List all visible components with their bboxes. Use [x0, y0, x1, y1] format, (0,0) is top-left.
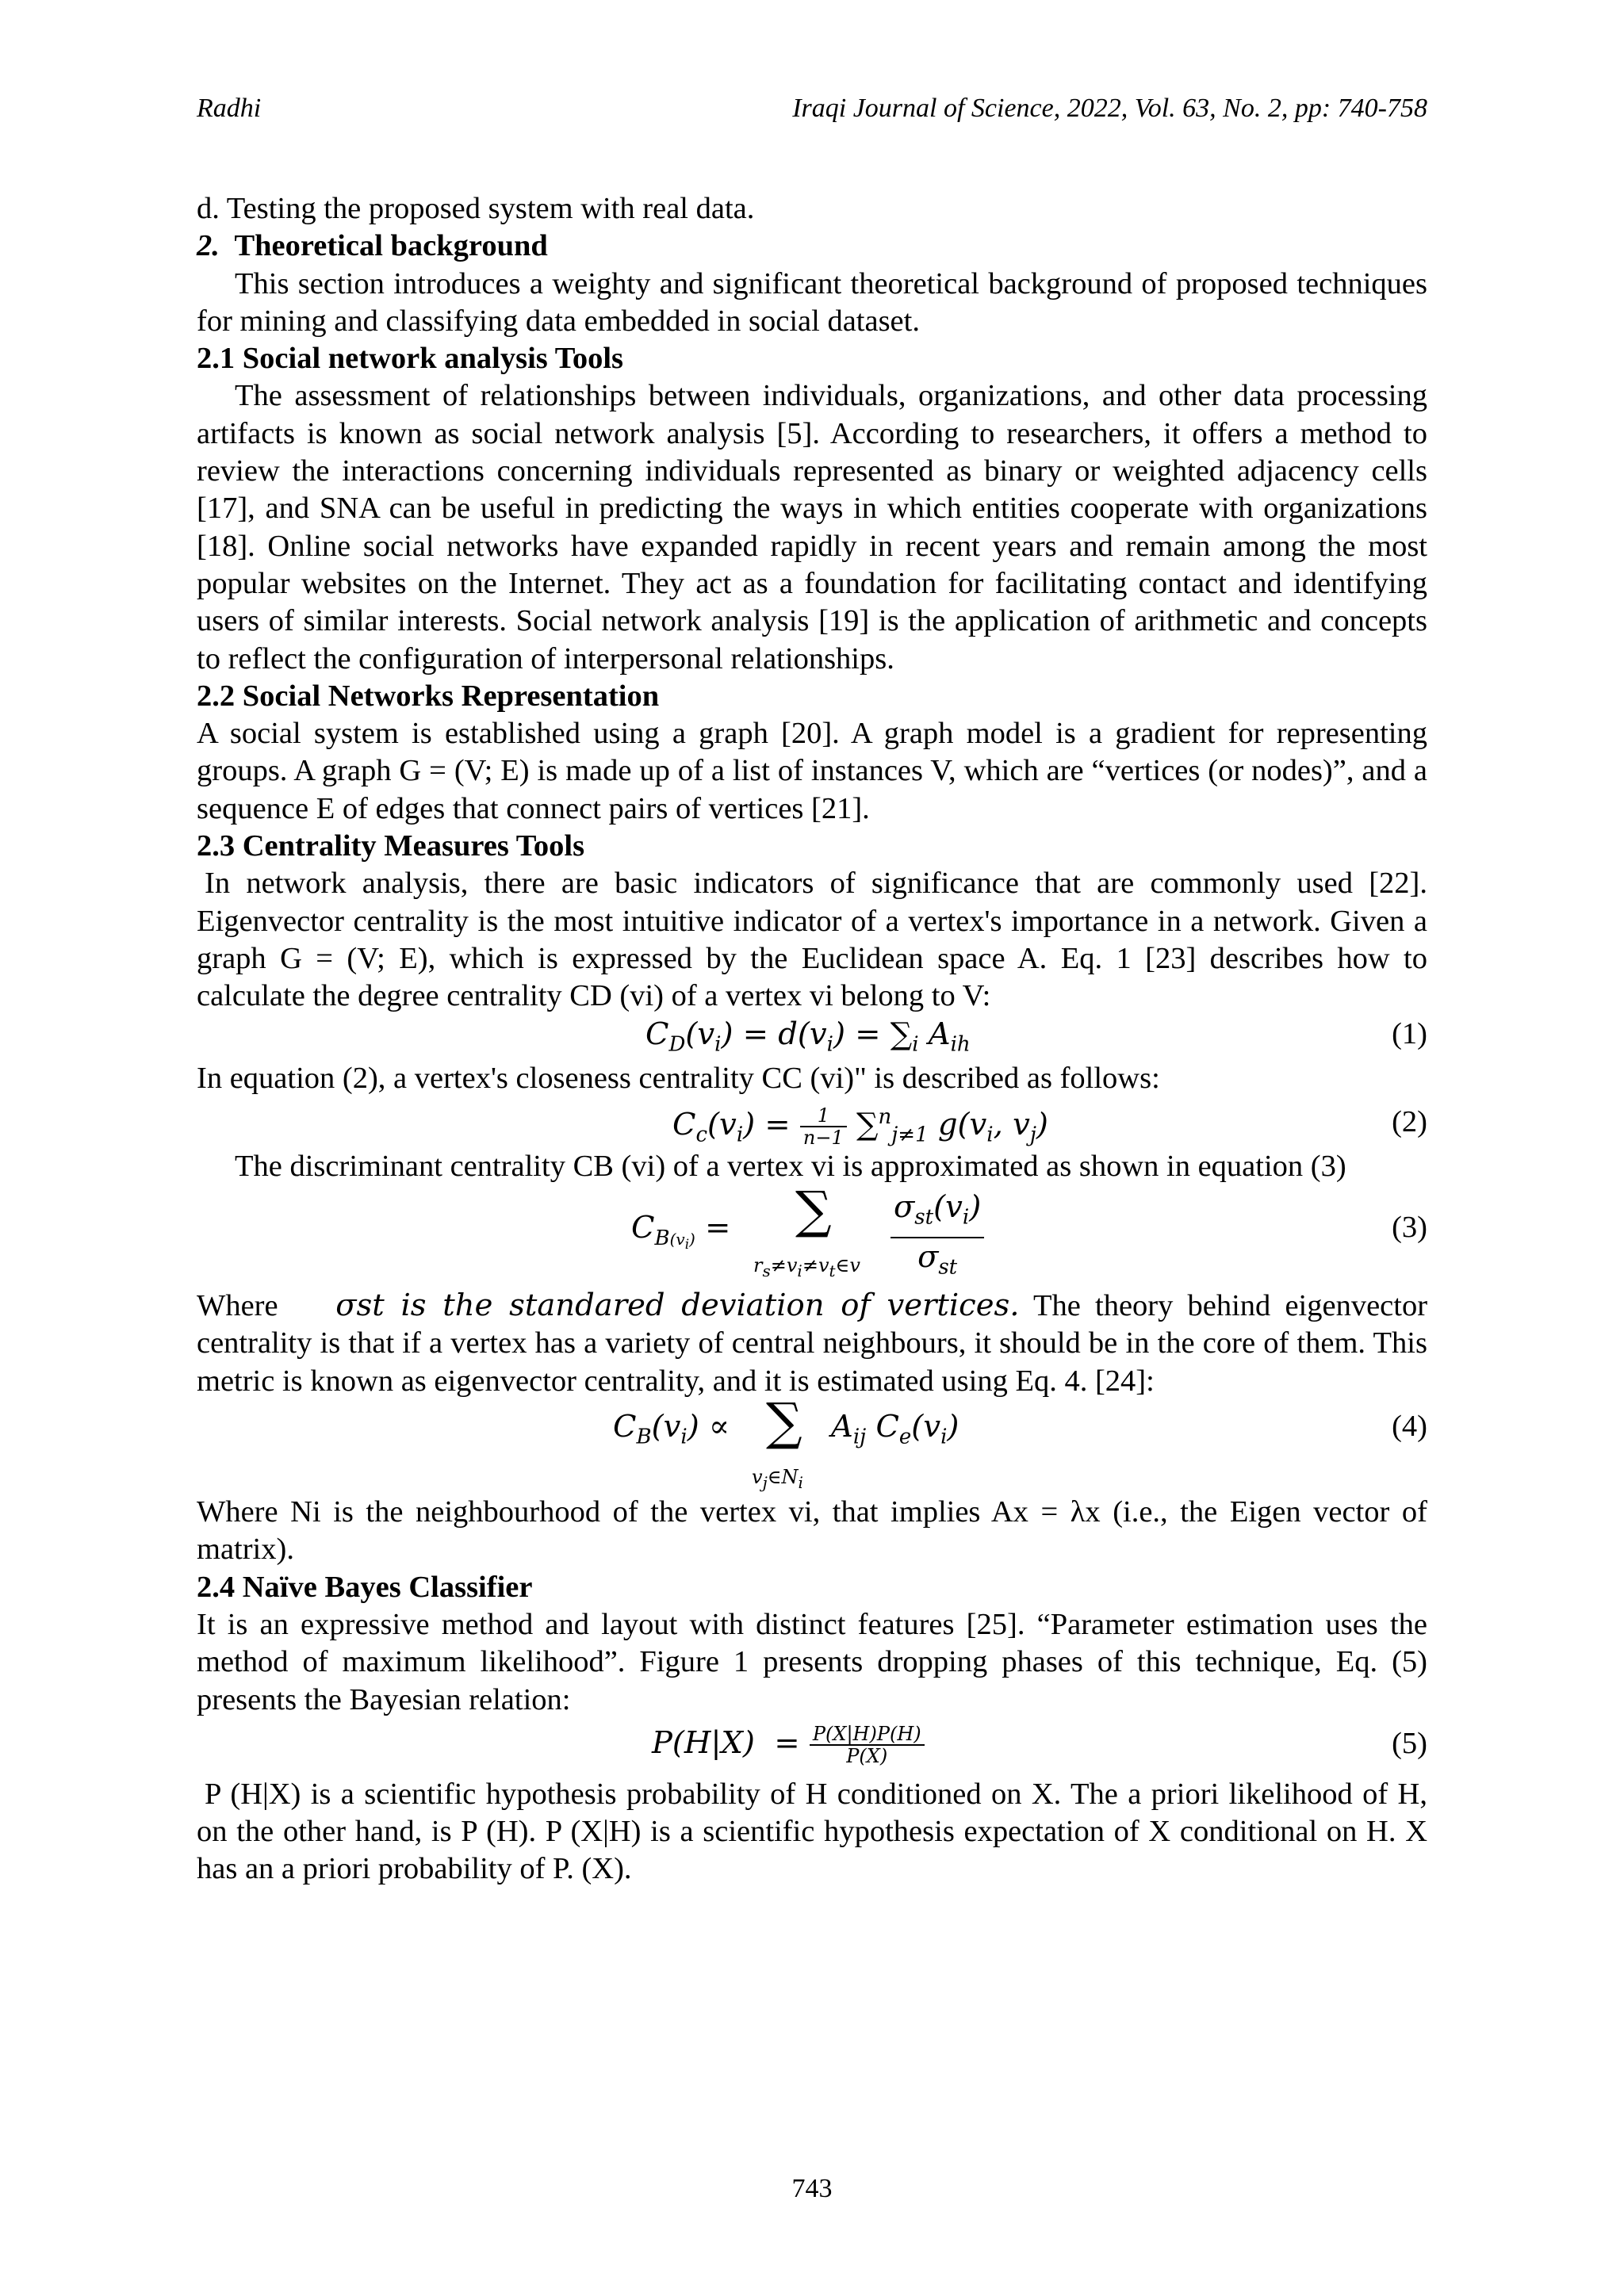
section-2-3-paragraph-1: In network analysis, there are basic indicators of significance that are commonly used [22]. Eigenvector centrality is the most intuitive indicator of a vertex's importance in a network. Given a graph G = (V; E), which is expressed by the Euclidean space A. Eq. 1 [23] describes how to calculate the degree centrality CD (vi) of a vertex vi belong to V: — [197, 867, 1427, 1013]
where-math: σst is the standared deviation of vertices. — [335, 1288, 1020, 1324]
section-2-3-paragraph-3: The discriminant centrality CB (vi) of a vertex vi is approximated as shown in equation (3) — [235, 1149, 1346, 1183]
equation-5-expression: P(H|X) = $\frac{P(X|H)P(H)}{P(X)}$ — [652, 1724, 925, 1766]
header-author: Radhi — [197, 94, 262, 123]
equation-4-lhs: $C_B(v_i)$ ∝ — [613, 1409, 730, 1449]
equation-1 — [197, 1016, 1427, 1060]
section-2-paragraph: This section introduces a weighty and significant theoretical background of proposed techniques for mining and classifying data embedded in social dataset. — [197, 266, 1427, 338]
list-item-d: d. Testing the proposed system with real data. — [197, 192, 755, 225]
equation-2-number: (2) — [1392, 1104, 1427, 1138]
equation-3-number: (3) — [1392, 1211, 1427, 1245]
section-2-heading — [197, 228, 1427, 265]
equation-4-number: (4) — [1392, 1410, 1427, 1444]
equation-1-number: (1) — [1392, 1016, 1427, 1050]
section-2-4-paragraph-1: It is an expressive method and layout with distinct features [25]. “Parameter estimation uses the method of maximum likelihood”. Figure 1 presents dropping phases of this technique, Eq. (5) presents the Bayesian relation: — [197, 1607, 1427, 1716]
page-body — [197, 190, 1427, 1888]
equation-5-number: (5) — [1392, 1726, 1427, 1760]
section-2-number: 2. — [197, 229, 220, 263]
where-label: Where — [197, 1289, 278, 1323]
equation-1-expression: $C_D(v_i) = d(v_i) = \sum_i$ $A_{ih}$ — [645, 1016, 971, 1057]
eigenvector-text: The theory behind eigenvector centrality is that if a vertex has a variety of central neighbours, it should be in the core of them. This metric is known as eigenvector centrality, and it is estimated using Eq. 4. [24]: — [197, 1289, 1428, 1398]
section-2-3-paragraph-5: Where Ni is the neighbourhood of the vertex vi, that implies Ax = λx (i.e., the Eigen vector of matrix). — [197, 1495, 1427, 1567]
section-2-3-paragraph-2: In equation (2), a vertex's closeness centrality CC (vi)" is described as follows: — [197, 1061, 1160, 1095]
header-journal: Iraqi Journal of Science, 2022, Vol. 63, No. 2, pp: 740-758 — [792, 94, 1427, 123]
equation-3-lhs: $C_{B(v_i)}$ = — [631, 1210, 731, 1252]
section-2-2-heading: 2.2 Social Networks Representation — [197, 679, 660, 713]
running-header — [197, 94, 1427, 133]
section-2-3-paragraph-4 — [197, 1287, 1427, 1400]
equation-2 — [197, 1097, 1427, 1148]
equation-4 — [197, 1393, 1427, 1494]
section-2-1-heading: 2.1 Social network analysis Tools — [197, 342, 624, 376]
section-2-title: Theoretical background — [234, 229, 548, 263]
equation-3-sum-sign: ∑ — [795, 1181, 832, 1241]
equation-4-sum-sign: ∑ — [766, 1393, 802, 1452]
section-2-4-heading: 2.4 Naïve Bayes Classifier — [197, 1570, 533, 1604]
equation-2-expression: $C_c(v_i)$ = $\frac{1}{n-1}$ ∑$^n_{j\ne 1}$ $g(v_i$, $v_j$) — [672, 1104, 1048, 1149]
equation-3 — [197, 1181, 1427, 1287]
equation-2-fraction: $\frac{1}{n-1}$ — [800, 1105, 847, 1148]
section-2-3-heading: 2.3 Centrality Measures Tools — [197, 829, 585, 863]
equation-3-sum-index: $r_s\ne v_i\ne v_t\in v$ — [753, 1254, 860, 1280]
section-2-4-paragraph-2: P (H|X) is a scientific hypothesis probability of H conditioned on X. The a priori likelihood of H, on the other hand, is P (H). P (X|H) is a scientific hypothesis expectation of X conditional on H. X has an a priori probability of P. (X). — [197, 1777, 1427, 1886]
section-2-2-paragraph: A social system is established using a graph [20]. A graph model is a gradient for representing groups. A graph G = (V; E) is made up of a list of instances V, which are “vertices (or nodes)”, and a sequence E of edges that connect pairs of vertices [21]. — [197, 717, 1427, 825]
page-number: 743 — [791, 2174, 833, 2203]
equation-5 — [197, 1719, 1427, 1776]
equation-3-fraction: $\sigma_{st}(v_i)$ $\sigma_{st}$ — [891, 1188, 984, 1287]
section-2-1-paragraph: The assessment of relationships between individuals, organizations, and other data processing artifacts is known as social network analysis [5]. According to researchers, it offers a method to review the interactions concerning individuals represented as binary or weighted adjacency cells [17], and SNA can be useful in predicting the ways in which entities cooperate with organizations [18]. Online social networks have expanded rapidly in recent years and remain among the most popular websites on the Internet. They act as a foundation for facilitating contact and identifying users of similar interests. Social network analysis [19] is the application of arithmetic and concepts to reflect the configuration of interpersonal relationships. — [197, 379, 1427, 675]
equation-4-sum-index: $v_j\in N_i$ — [752, 1466, 803, 1492]
equation-5-fraction: $\frac{P(X|H)P(H)}{P(X)}$ — [810, 1724, 925, 1766]
equation-4-rhs: $A_{ij}$ $C_e(v_i)$ — [831, 1409, 959, 1449]
